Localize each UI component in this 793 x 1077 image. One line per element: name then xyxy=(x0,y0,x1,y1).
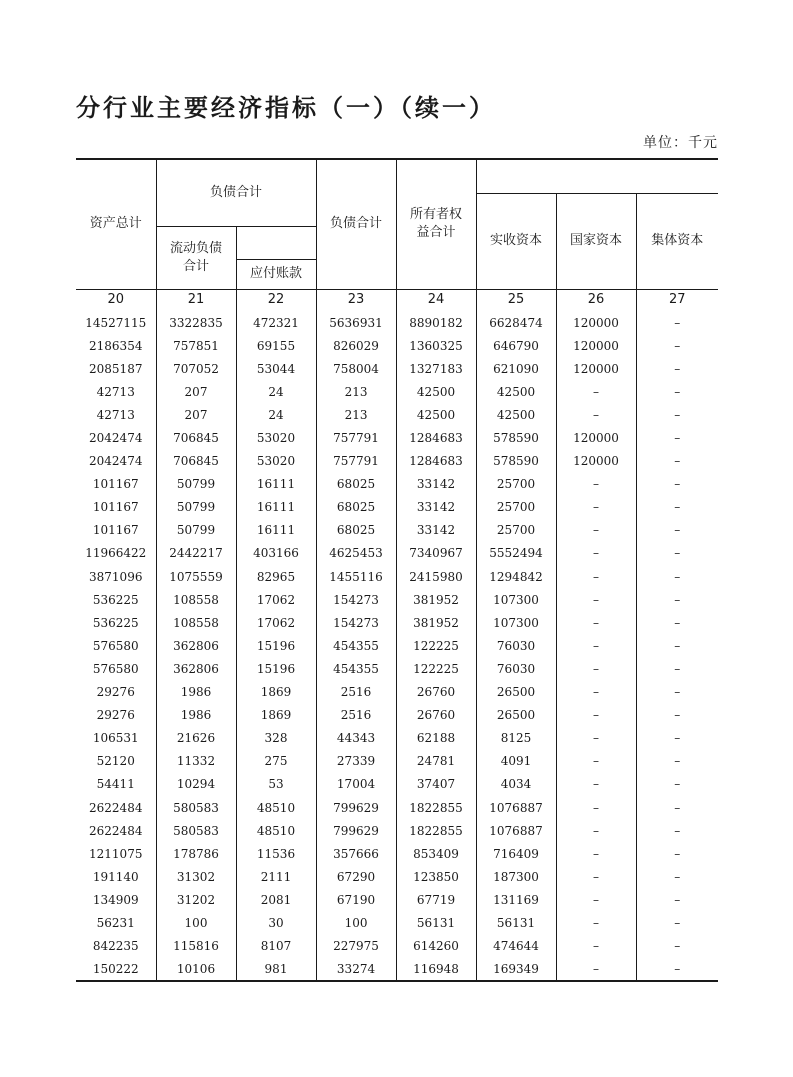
header-empty-cell xyxy=(236,226,316,259)
table-cell: 42500 xyxy=(476,380,556,403)
table-cell: 207 xyxy=(156,380,236,403)
table-cell: 33142 xyxy=(396,496,476,519)
table-cell: 1284683 xyxy=(396,450,476,473)
header-total-liabilities: 负债合计 xyxy=(316,159,396,289)
table-cell: 1075559 xyxy=(156,565,236,588)
table-cell: 621090 xyxy=(476,357,556,380)
table-cell: 826029 xyxy=(316,334,396,357)
table-cell: 56131 xyxy=(476,911,556,934)
table-cell: – xyxy=(556,704,636,727)
table-cell: 154273 xyxy=(316,611,396,634)
table-cell: 31302 xyxy=(156,865,236,888)
col-number: 24 xyxy=(396,289,476,311)
table-cell: 48510 xyxy=(236,819,316,842)
table-cell: 2622484 xyxy=(89,800,143,815)
table-cell: 67190 xyxy=(316,888,396,911)
table-cell: – xyxy=(556,935,636,958)
table-cell: 17062 xyxy=(236,588,316,611)
table-row xyxy=(76,865,718,888)
table-cell: – xyxy=(556,565,636,588)
table-cell: 123850 xyxy=(396,865,476,888)
table-cell: 52120 xyxy=(96,754,135,769)
table-cell: 706845 xyxy=(156,450,236,473)
table-cell: 53044 xyxy=(236,357,316,380)
table-cell: 53 xyxy=(236,773,316,796)
table-cell: – xyxy=(636,450,718,473)
table-cell: – xyxy=(636,773,718,796)
table-cell: – xyxy=(556,542,636,565)
table-cell: – xyxy=(556,657,636,680)
table-cell: 42500 xyxy=(396,403,476,426)
table-cell: – xyxy=(636,311,718,334)
table-cell: 27339 xyxy=(316,750,396,773)
table-cell: 24781 xyxy=(396,750,476,773)
table-cell: – xyxy=(636,334,718,357)
header-blank-band xyxy=(476,159,718,193)
table-cell: 10106 xyxy=(156,958,236,981)
table-cell: 706845 xyxy=(156,426,236,449)
table-cell: – xyxy=(556,958,636,981)
table-cell: 17004 xyxy=(316,773,396,796)
table-cell: 381952 xyxy=(396,611,476,634)
table-cell: 82965 xyxy=(236,565,316,588)
table-cell: 14527115 xyxy=(85,315,147,330)
table-cell: 213 xyxy=(316,403,396,426)
table-cell: 2516 xyxy=(316,681,396,704)
table-cell: 76030 xyxy=(476,657,556,680)
table-cell: 120000 xyxy=(556,357,636,380)
table-cell: 116948 xyxy=(396,958,476,981)
table-cell: 757791 xyxy=(316,426,396,449)
table-cell: – xyxy=(636,634,718,657)
table-cell: – xyxy=(556,888,636,911)
table-row xyxy=(76,888,718,911)
col-number: 25 xyxy=(476,289,556,311)
table-cell: – xyxy=(556,796,636,819)
table-cell: 2442217 xyxy=(156,542,236,565)
table-row xyxy=(76,519,718,542)
table-cell: 54411 xyxy=(96,777,135,792)
table-cell: 26500 xyxy=(476,704,556,727)
table-cell: 25700 xyxy=(476,519,556,542)
table-cell: 191140 xyxy=(92,869,139,884)
table-cell: 68025 xyxy=(316,473,396,496)
table-cell: 106531 xyxy=(92,731,139,746)
table-cell: 3871096 xyxy=(89,569,143,584)
table-cell: 15196 xyxy=(236,634,316,657)
header-total-assets: 资产总计 xyxy=(76,159,156,289)
table-cell: 67290 xyxy=(316,865,396,888)
table-cell: 716409 xyxy=(476,842,556,865)
table-cell: 1986 xyxy=(156,681,236,704)
table-cell: 576580 xyxy=(92,638,139,653)
table-cell: 981 xyxy=(236,958,316,981)
table-cell: – xyxy=(556,588,636,611)
table-row xyxy=(76,911,718,934)
table-cell: 1822855 xyxy=(396,796,476,819)
table-cell: 707052 xyxy=(156,357,236,380)
table-row xyxy=(76,542,718,565)
table-row xyxy=(76,657,718,680)
table-cell: 15196 xyxy=(236,657,316,680)
table-cell: – xyxy=(636,357,718,380)
table-cell: – xyxy=(556,842,636,865)
table-cell: – xyxy=(556,911,636,934)
table-cell: 21626 xyxy=(156,727,236,750)
table-cell: 758004 xyxy=(316,357,396,380)
table-cell: 362806 xyxy=(156,634,236,657)
table-row xyxy=(76,496,718,519)
table-cell: 842235 xyxy=(92,939,139,954)
table-cell: – xyxy=(556,496,636,519)
table-cell: – xyxy=(636,750,718,773)
table-cell: 16111 xyxy=(236,496,316,519)
table-cell: 207 xyxy=(156,403,236,426)
table-cell: 853409 xyxy=(396,842,476,865)
table-cell: 8890182 xyxy=(396,311,476,334)
table-cell: – xyxy=(636,727,718,750)
table-cell: – xyxy=(636,958,718,981)
table-cell: – xyxy=(556,634,636,657)
table-cell: 328 xyxy=(236,727,316,750)
table-row xyxy=(76,935,718,958)
table-cell: 42713 xyxy=(96,384,135,399)
header-current-liabilities-label: 流动负债合计 xyxy=(169,240,222,274)
table-cell: 16111 xyxy=(236,473,316,496)
table-cell: 275 xyxy=(236,750,316,773)
page-title: 分行业主要经济指标（一）（续一） xyxy=(76,94,496,122)
table-cell: 101167 xyxy=(92,523,139,538)
table-cell: 115816 xyxy=(156,935,236,958)
table-cell: 578590 xyxy=(476,426,556,449)
table-row xyxy=(76,704,718,727)
table-row xyxy=(76,958,718,981)
table-cell: 757791 xyxy=(316,450,396,473)
table-cell: 580583 xyxy=(156,819,236,842)
unit-label: 单位：千元 xyxy=(643,135,718,151)
table-cell: 56131 xyxy=(396,911,476,934)
table-cell: 108558 xyxy=(156,588,236,611)
header-paid-in-capital: 实收资本 xyxy=(476,193,556,289)
table-cell: 76030 xyxy=(476,634,556,657)
table-header xyxy=(76,159,718,311)
table-cell: 8107 xyxy=(236,935,316,958)
table-cell: – xyxy=(636,496,718,519)
table-cell: 50799 xyxy=(156,473,236,496)
table-row xyxy=(76,750,718,773)
table-cell: 122225 xyxy=(396,657,476,680)
table-cell: 122225 xyxy=(396,634,476,657)
table-cell: – xyxy=(556,403,636,426)
table-cell: 4091 xyxy=(476,750,556,773)
table-cell: – xyxy=(556,380,636,403)
col-number: 26 xyxy=(556,289,636,311)
table-cell: 381952 xyxy=(396,588,476,611)
table-cell: 150222 xyxy=(76,958,156,981)
table-cell: – xyxy=(636,565,718,588)
table-cell: 454355 xyxy=(316,634,396,657)
table-cell: – xyxy=(636,473,718,496)
table-cell: 213 xyxy=(316,380,396,403)
table-row xyxy=(76,473,718,496)
table-cell: 33142 xyxy=(396,519,476,542)
table-cell: 2516 xyxy=(316,704,396,727)
table-cell: – xyxy=(556,819,636,842)
table-cell: 472321 xyxy=(236,311,316,334)
table-row xyxy=(76,426,718,449)
table-cell: 1327183 xyxy=(396,357,476,380)
table-cell: 100 xyxy=(156,911,236,934)
table-cell: 1986 xyxy=(156,704,236,727)
table-cell: 37407 xyxy=(396,773,476,796)
table-cell: 120000 xyxy=(556,426,636,449)
table-cell: 169349 xyxy=(476,958,556,981)
table-row xyxy=(76,611,718,634)
table-row xyxy=(76,773,718,796)
table-cell: – xyxy=(556,773,636,796)
table-cell: 5552494 xyxy=(476,542,556,565)
table-cell: 56231 xyxy=(96,915,135,930)
table-body xyxy=(76,311,718,981)
table-cell: 62188 xyxy=(396,727,476,750)
table-cell: 4625453 xyxy=(316,542,396,565)
table-row xyxy=(76,565,718,588)
table-cell: – xyxy=(556,750,636,773)
table-cell: 357666 xyxy=(316,842,396,865)
column-number-row xyxy=(76,289,718,311)
table-cell: 107300 xyxy=(476,588,556,611)
table-cell: 474644 xyxy=(476,935,556,958)
table-row xyxy=(76,588,718,611)
table-cell: 26760 xyxy=(396,704,476,727)
table-cell: – xyxy=(556,519,636,542)
col-number: 20 xyxy=(76,289,156,311)
table-cell: 68025 xyxy=(316,496,396,519)
table-cell: 2042474 xyxy=(89,431,143,446)
header-current-liabilities xyxy=(156,226,236,289)
table-row xyxy=(76,842,718,865)
table-cell: – xyxy=(556,473,636,496)
table-cell: 120000 xyxy=(556,311,636,334)
table-cell: 7340967 xyxy=(396,542,476,565)
table-cell: 68025 xyxy=(316,519,396,542)
table-cell: 362806 xyxy=(156,657,236,680)
table-row xyxy=(76,403,718,426)
table-cell: – xyxy=(636,542,718,565)
table-cell: 2111 xyxy=(236,865,316,888)
table-cell: 42500 xyxy=(396,380,476,403)
table-cell: 33274 xyxy=(316,958,396,981)
table-row xyxy=(76,634,718,657)
table-cell: – xyxy=(556,611,636,634)
header-owners-equity xyxy=(396,159,476,289)
table-cell: 101167 xyxy=(92,477,139,492)
table-cell: 25700 xyxy=(476,473,556,496)
table-cell: – xyxy=(636,519,718,542)
table-cell: 100 xyxy=(316,911,396,934)
table-cell: 48510 xyxy=(236,796,316,819)
table-cell: 403166 xyxy=(236,542,316,565)
table-cell: 30 xyxy=(236,911,316,934)
table-cell: 29276 xyxy=(96,708,135,723)
table-cell: 101167 xyxy=(92,500,139,515)
table-cell: 120000 xyxy=(556,450,636,473)
col-number: 27 xyxy=(636,289,718,311)
table-cell: 11536 xyxy=(236,842,316,865)
table-cell: 576580 xyxy=(92,661,139,676)
table-cell: 120000 xyxy=(556,334,636,357)
header-collective-capital: 集体资本 xyxy=(636,193,718,289)
table-cell: 227975 xyxy=(316,935,396,958)
table-cell: 11332 xyxy=(156,750,236,773)
table-cell: 24 xyxy=(236,403,316,426)
table-cell: – xyxy=(556,865,636,888)
table-cell: 108558 xyxy=(156,611,236,634)
table-row xyxy=(76,450,718,473)
table-cell: – xyxy=(636,657,718,680)
table-cell: 69155 xyxy=(236,334,316,357)
table-cell: 799629 xyxy=(316,819,396,842)
table-row xyxy=(76,357,718,380)
table-cell: – xyxy=(636,403,718,426)
table-cell: 536225 xyxy=(92,615,139,630)
table-cell: 757851 xyxy=(156,334,236,357)
table-cell: 107300 xyxy=(476,611,556,634)
header-owners-equity-label: 所有者权益合计 xyxy=(410,207,463,241)
table-cell: – xyxy=(636,681,718,704)
col-number: 22 xyxy=(236,289,316,311)
table-cell: 67719 xyxy=(396,888,476,911)
table-cell: 25700 xyxy=(476,496,556,519)
table-cell: 53020 xyxy=(236,450,316,473)
table-cell: 580583 xyxy=(156,796,236,819)
table-cell: 1076887 xyxy=(476,796,556,819)
table-cell: 2042474 xyxy=(89,454,143,469)
table-cell: 29276 xyxy=(96,685,135,700)
table-cell: 50799 xyxy=(156,519,236,542)
table-cell: 3322835 xyxy=(156,311,236,334)
table-cell: 42500 xyxy=(476,403,556,426)
indicator-table xyxy=(76,158,718,982)
table-row xyxy=(76,727,718,750)
table-cell: 178786 xyxy=(156,842,236,865)
table-cell: – xyxy=(636,842,718,865)
table-cell: 536225 xyxy=(92,592,139,607)
table-cell: 454355 xyxy=(316,657,396,680)
table-cell: 2415980 xyxy=(396,565,476,588)
table-row xyxy=(76,819,718,842)
table-cell: 154273 xyxy=(316,588,396,611)
table-cell: 2186354 xyxy=(89,338,143,353)
table-cell: – xyxy=(636,935,718,958)
table-cell: 646790 xyxy=(476,334,556,357)
table-cell: 33142 xyxy=(396,473,476,496)
table-cell: – xyxy=(636,426,718,449)
table-cell: 2085187 xyxy=(89,361,143,376)
table-cell: 1211075 xyxy=(89,846,143,861)
table-cell: – xyxy=(636,611,718,634)
table-cell: 16111 xyxy=(236,519,316,542)
header-liabilities-group: 负债合计 xyxy=(156,159,316,226)
table-cell: 1822855 xyxy=(396,819,476,842)
table-cell: – xyxy=(636,380,718,403)
table-cell: – xyxy=(636,588,718,611)
table-cell: 6628474 xyxy=(476,311,556,334)
table-cell: 2622484 xyxy=(89,823,143,838)
table-cell: – xyxy=(556,727,636,750)
table-cell: 4034 xyxy=(476,773,556,796)
table-cell: 10294 xyxy=(156,773,236,796)
table-cell: 31202 xyxy=(156,888,236,911)
header-accounts-payable: 应付账款 xyxy=(236,259,316,289)
table-cell: – xyxy=(636,865,718,888)
table-row xyxy=(76,796,718,819)
col-number: 21 xyxy=(156,289,236,311)
table-cell: 11966422 xyxy=(85,546,147,561)
table-cell: – xyxy=(556,681,636,704)
header-state-capital: 国家资本 xyxy=(556,193,636,289)
table-cell: – xyxy=(636,911,718,934)
table-cell: 1294842 xyxy=(476,565,556,588)
table-cell: 1284683 xyxy=(396,426,476,449)
table-cell: 26500 xyxy=(476,681,556,704)
table-cell: 799629 xyxy=(316,796,396,819)
table-cell: 131169 xyxy=(476,888,556,911)
table-cell: 1360325 xyxy=(396,334,476,357)
table-cell: 50799 xyxy=(156,496,236,519)
table-cell: 187300 xyxy=(476,865,556,888)
table-cell: 2081 xyxy=(236,888,316,911)
table-row xyxy=(76,380,718,403)
table-cell: 42713 xyxy=(96,407,135,422)
table-cell: 134909 xyxy=(92,892,139,907)
table-cell: – xyxy=(636,888,718,911)
table-cell: – xyxy=(636,819,718,842)
table-cell: 1869 xyxy=(236,704,316,727)
table-row xyxy=(76,681,718,704)
table-cell: 17062 xyxy=(236,611,316,634)
table-cell: 24 xyxy=(236,380,316,403)
table-row xyxy=(76,334,718,357)
table-row xyxy=(76,311,718,334)
col-number: 23 xyxy=(316,289,396,311)
table-cell: 1076887 xyxy=(476,819,556,842)
table-cell: 53020 xyxy=(236,426,316,449)
table-cell: – xyxy=(636,704,718,727)
table-cell: 44343 xyxy=(316,727,396,750)
table-cell: – xyxy=(636,796,718,819)
table-cell: 1869 xyxy=(236,681,316,704)
table-cell: 614260 xyxy=(396,935,476,958)
table-cell: 1455116 xyxy=(316,565,396,588)
table-cell: 8125 xyxy=(476,727,556,750)
table-cell: 578590 xyxy=(476,450,556,473)
table-cell: 26760 xyxy=(396,681,476,704)
table-cell: 5636931 xyxy=(316,311,396,334)
